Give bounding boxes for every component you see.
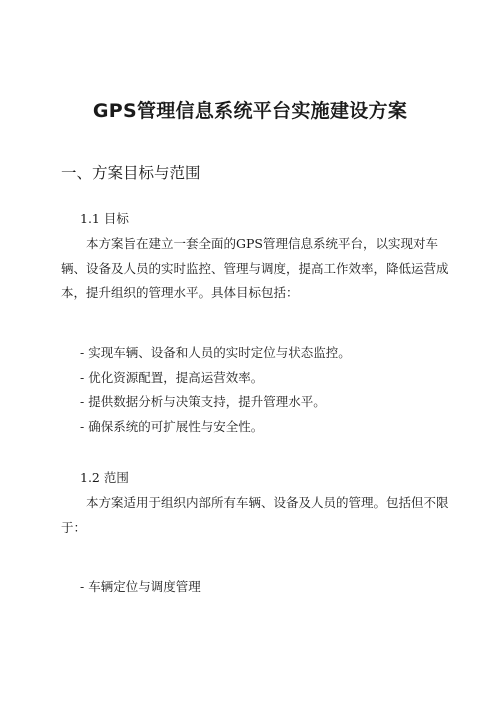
goals-list — [80, 341, 351, 439]
scope-paragraph: 本方案适用于组织内部所有车辆、设备及人员的管理。包括但不限于： — [61, 495, 449, 535]
subsection-heading-goals: 1.1 目标 — [80, 211, 129, 226]
scope-list — [80, 575, 201, 600]
list-item: - 确保系统的可扩展性与安全性。 — [80, 418, 264, 434]
subsection-heading-scope: 1.2 范围 — [80, 470, 129, 485]
list-item: - 实现车辆、设备和人员的实时定位与状态监控。 — [80, 345, 351, 360]
list-item: - 车辆定位与调度管理 — [80, 579, 201, 594]
document-title: GPS管理信息系统平台实施建设方案 — [92, 100, 408, 122]
list-item: - 优化资源配置，提高运营效率。 — [80, 369, 264, 385]
list-item: - 提供数据分析与决策支持，提升管理水平。 — [80, 394, 326, 409]
section-heading-goals-scope: 一、方案目标与范围 — [61, 164, 201, 182]
goals-paragraph: 本方案旨在建立一套全面的GPS管理信息系统平台，以实现对车辆、设备及人员的实时监控、管理与调度，提高工作效率，降低运营成本，提升组织的管理水平。具体目标包括： — [61, 236, 449, 300]
